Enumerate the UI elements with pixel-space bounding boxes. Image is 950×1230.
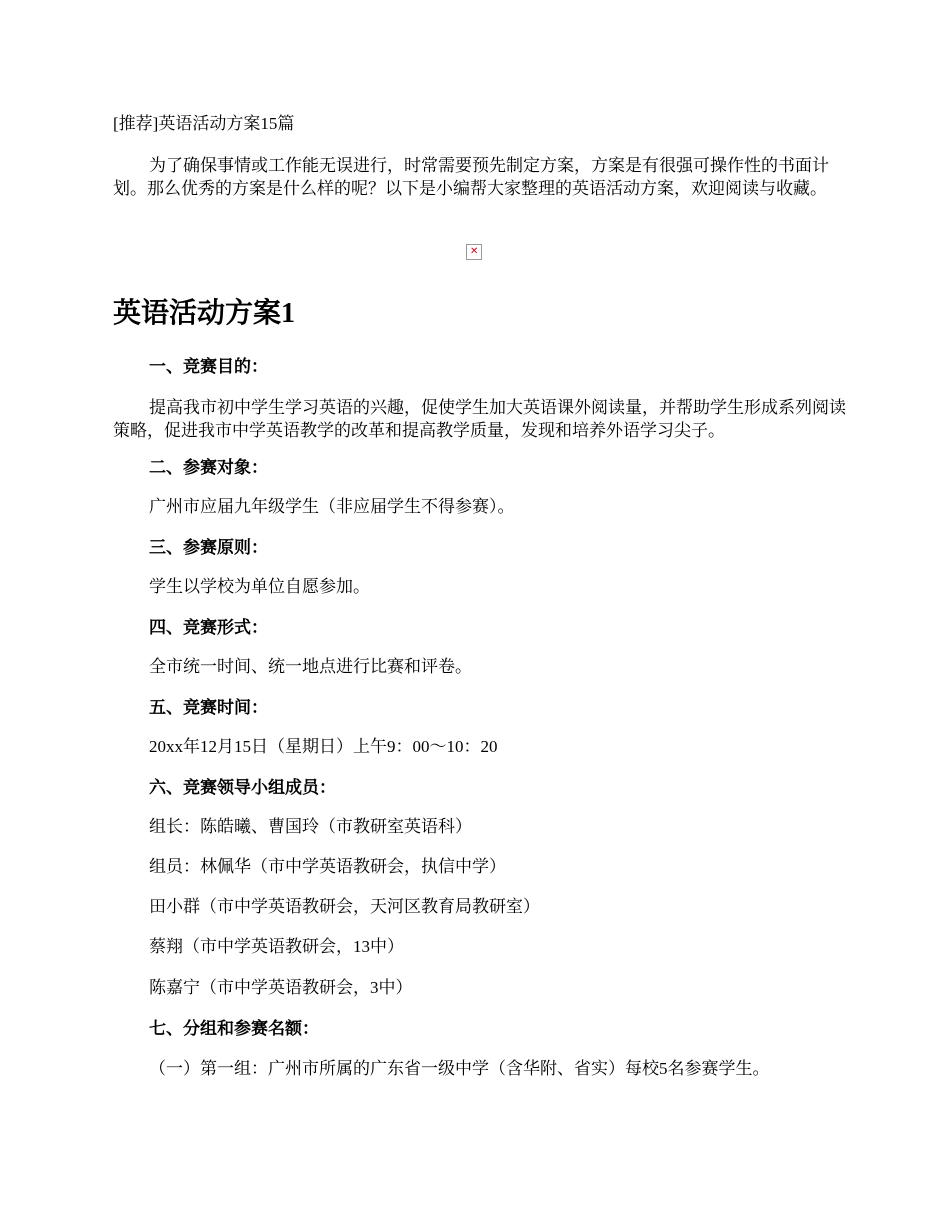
broken-image-icon	[466, 244, 482, 260]
subheading-purpose: 一、竞赛目的：	[149, 357, 268, 376]
paragraph-time: 20xx年12月15日（星期日）上午9：00～10：20	[149, 737, 498, 756]
subheading-principle: 三、参赛原则：	[149, 538, 268, 557]
subheading-leaders: 六、竞赛领导小组成员：	[149, 778, 336, 797]
paragraph-purpose: 提高我市初中学生学习英语的兴趣，促使学生加大英语课外阅读量，并帮助学生形成系列阅读策略，促进我市中学英语教学的改革和提高教学质量，发现和培养外语学习尖子。	[113, 398, 846, 440]
paragraph-group-1: （一）第一组：广州市所属的广东省一级中学（含华附、省实）每校5名参赛学生。	[149, 1059, 770, 1078]
document-title: [推荐]英语活动方案15篇	[113, 114, 295, 133]
subheading-format: 四、竞赛形式：	[149, 618, 268, 637]
section-heading: 英语活动方案1	[113, 298, 296, 329]
paragraph-member-4: 陈嘉宁（市中学英语教研会，3中）	[149, 978, 413, 997]
paragraph-member-1: 组员：林佩华（市中学英语教研会，执信中学）	[149, 857, 506, 876]
subheading-groups: 七、分组和参赛名额：	[149, 1019, 319, 1038]
paragraph-member-3: 蔡翔（市中学英语教研会，13中）	[149, 937, 404, 956]
intro-paragraph: 为了确保事情或工作能无误进行，时常需要预先制定方案，方案是有很强可操作性的书面计划。那么优秀的方案是什么样的呢？以下是小编帮大家整理的英语活动方案，欢迎阅读与收藏。	[113, 156, 829, 198]
paragraph-leader: 组长：陈皓曦、曹国玲（市教研室英语科）	[149, 817, 472, 836]
paragraph-member-2: 田小群（市中学英语教研会，天河区教育局教研室）	[149, 897, 540, 916]
subheading-participants: 二、参赛对象：	[149, 458, 268, 477]
paragraph-participants: 广州市应届九年级学生（非应届学生不得参赛）。	[149, 497, 515, 516]
paragraph-format: 全市统一时间、统一地点进行比赛和评卷。	[149, 657, 472, 676]
paragraph-principle: 学生以学校为单位自愿参加。	[149, 577, 370, 596]
subheading-time: 五、竞赛时间：	[149, 698, 268, 717]
close-icon: ✕	[470, 246, 479, 257]
